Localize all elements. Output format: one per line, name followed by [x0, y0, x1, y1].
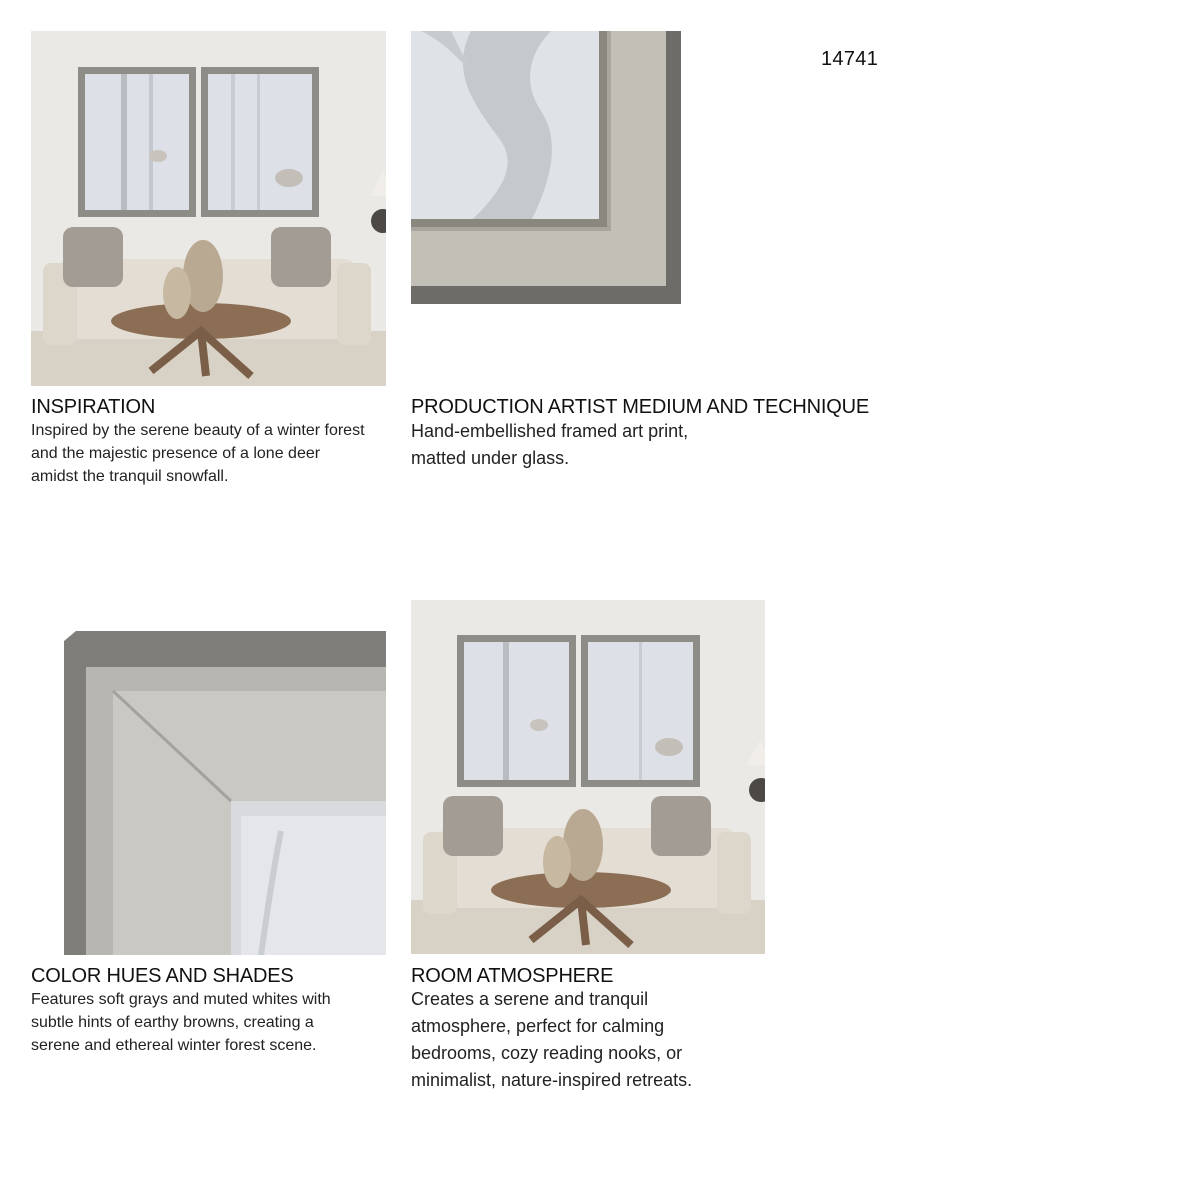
frame-profile-closeup-photo: [31, 631, 386, 955]
inspiration-heading: INSPIRATION: [31, 396, 156, 418]
atmosphere-heading: ROOM ATMOSPHERE: [411, 965, 614, 987]
atmosphere-text: Creates a serene and tranquil atmosphere, perfect for calming bedrooms, cozy reading nooks, or minimalist, nature-inspired retreats.: [411, 989, 693, 1090]
frame-corner-closeup-photo: [411, 31, 681, 304]
room-scene-photo-top: [31, 31, 386, 386]
medium-heading: PRODUCTION ARTIST MEDIUM AND TECHNIQUE: [411, 396, 870, 418]
medium-text: Hand-embellished framed art print, matted under glass.: [411, 421, 689, 468]
inspiration-text: Inspired by the serene beauty of a winter forest and the majestic presence of a lone deer amidst the tranquil snowfall.: [31, 422, 365, 485]
room-scene-photo-bottom: [411, 600, 765, 954]
color-heading: COLOR HUES AND SHADES: [31, 965, 294, 987]
product-id: 14741: [821, 48, 879, 70]
color-text: Features soft grays and muted whites with subtle hints of earthy browns, creating a serene and ethereal winter forest scene.: [31, 991, 331, 1054]
